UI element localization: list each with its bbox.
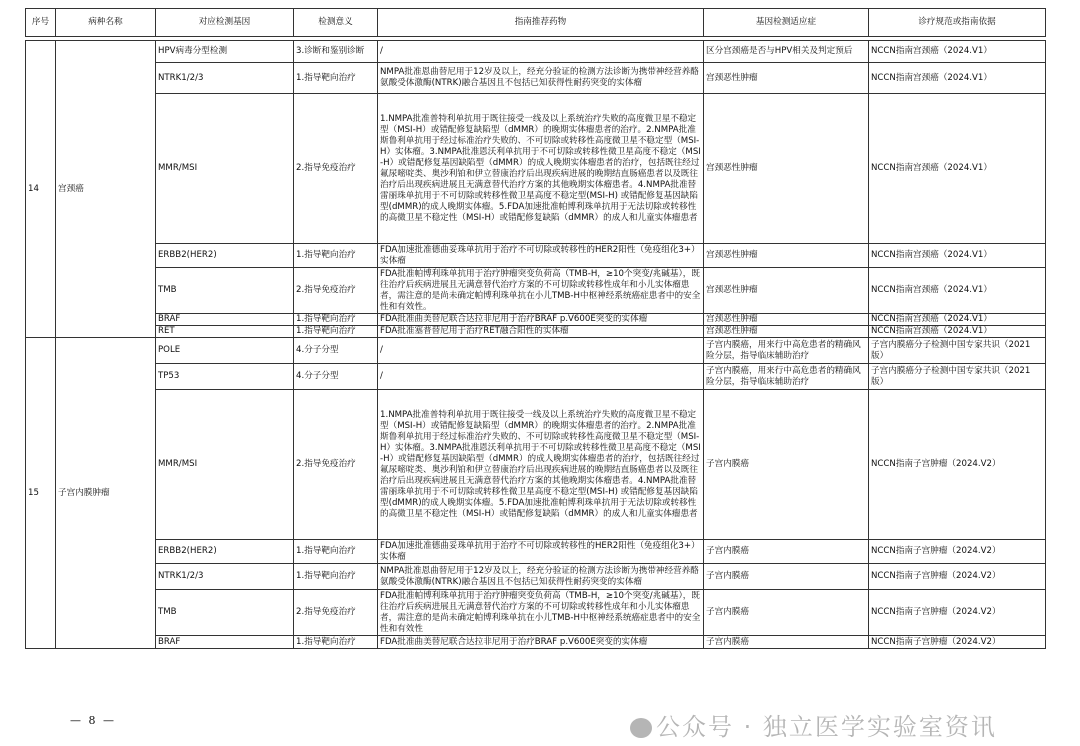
basis-cell: NCCN指南宫颈癌（2024.V1）: [869, 41, 1046, 63]
basis-cell: NCCN指南宫颈癌（2024.V1）: [869, 326, 1046, 338]
table-row: [26, 540, 1046, 564]
basis-cell: NCCN指南宫颈癌（2024.V1）: [869, 244, 1046, 268]
basis-cell: NCCN指南宫颈癌（2024.V1）: [869, 94, 1046, 244]
indication-cell: 宫颈恶性肿瘤: [704, 244, 869, 268]
drug-cell: FDA批准帕博利珠单抗用于治疗肿瘤突变负荷高（TMB-H，≥10个突变/兆碱基），既往治疗后疾病进展且无满意替代治疗方案的不可切除或转移性成年和小儿实体瘤患者，需注意的是尚未确定帕博利珠单抗在小儿TMB-H中枢神经系统癌症患者中的安全性和有效性: [378, 590, 704, 636]
indication-cell: 子宫内膜癌: [704, 590, 869, 636]
table-row: [26, 364, 1046, 390]
indication-cell: 宫颈恶性肿瘤: [704, 326, 869, 338]
drug-cell: FDA加速批准德曲妥珠单抗用于治疗不可切除或转移性的HER2阳性（免疫组化3+）实体瘤: [378, 244, 704, 268]
drug-cell: NMPA批准恩曲替尼用于12岁及以上，经充分验证的检测方法诊断为携带神经营养酪氨酸受体激酶(NTRK)融合基因且不包括已知获得性耐药突变的实体瘤: [378, 564, 704, 590]
gene-testing-table: [25, 8, 1046, 649]
basis-cell: NCCN指南子宫肿瘤（2024.V2）: [869, 590, 1046, 636]
group-number: 14: [26, 41, 56, 338]
gene-cell: BRAF: [156, 636, 294, 649]
column-header: 病种名称: [56, 9, 156, 37]
table-row: [26, 636, 1046, 649]
wechat-icon: [630, 718, 652, 738]
meaning-cell: 1.指导靶向治疗: [294, 540, 378, 564]
indication-cell: 宫颈恶性肿瘤: [704, 314, 869, 326]
meaning-cell: 2.指导免疫治疗: [294, 268, 378, 314]
basis-cell: NCCN指南子宫肿瘤（2024.V2）: [869, 390, 1046, 540]
gene-cell: RET: [156, 326, 294, 338]
basis-cell: NCCN指南宫颈癌（2024.V1）: [869, 268, 1046, 314]
basis-cell: NCCN指南子宫肿瘤（2024.V2）: [869, 636, 1046, 649]
basis-cell: NCCN指南子宫肿瘤（2024.V2）: [869, 540, 1046, 564]
basis-cell: 子宫内膜癌分子检测中国专家共识（2021版）: [869, 364, 1046, 390]
table-row: [26, 314, 1046, 326]
gene-cell: TMB: [156, 590, 294, 636]
table-row: [26, 94, 1046, 244]
table-row: [26, 338, 1046, 364]
meaning-cell: 1.指导靶向治疗: [294, 326, 378, 338]
gene-cell: ERBB2(HER2): [156, 540, 294, 564]
indication-cell: 子宫内膜癌，用来行中高危患者的精确风险分层，指导临床辅助治疗: [704, 338, 869, 364]
indication-cell: 宫颈恶性肿瘤: [704, 268, 869, 314]
gene-cell: MMR/MSI: [156, 94, 294, 244]
drug-cell: FDA加速批准德曲妥珠单抗用于治疗不可切除或转移性的HER2阳性（免疫组化3+）实体瘤: [378, 540, 704, 564]
column-header: 指南推荐药物: [378, 9, 704, 37]
column-header: 检测意义: [294, 9, 378, 37]
column-header: 基因检测适应症: [704, 9, 869, 37]
table-row: [26, 244, 1046, 268]
drug-cell: FDA批准曲美替尼联合达拉非尼用于治疗BRAF p.V600E突变的实体瘤: [378, 636, 704, 649]
indication-cell: 子宫内膜癌: [704, 636, 869, 649]
drug-cell: /: [378, 364, 704, 390]
drug-cell: NMPA批准恩曲替尼用于12岁及以上，经充分验证的检测方法诊断为携带神经营养酪氨酸受体激酶(NTRK)融合基因且不包括已知获得性耐药突变的实体瘤: [378, 63, 704, 94]
group-number: 15: [26, 338, 56, 649]
indication-cell: 宫颈恶性肿瘤: [704, 94, 869, 244]
gene-cell: ERBB2(HER2): [156, 244, 294, 268]
gene-cell: NTRK1/2/3: [156, 63, 294, 94]
table-row: [26, 564, 1046, 590]
drug-cell: FDA批准塞普替尼用于治疗RET融合阳性的实体瘤: [378, 326, 704, 338]
disease-name: 子宫内膜肿瘤: [56, 338, 156, 649]
meaning-cell: 1.指导靶向治疗: [294, 564, 378, 590]
watermark-text: 公众号 · 独立医学实验室资讯: [656, 713, 997, 741]
gene-cell: POLE: [156, 338, 294, 364]
drug-cell: FDA批准曲美替尼联合达拉非尼用于治疗BRAF p.V600E突变的实体瘤: [378, 314, 704, 326]
meaning-cell: 2.指导免疫治疗: [294, 94, 378, 244]
indication-cell: 宫颈恶性肿瘤: [704, 63, 869, 94]
meaning-cell: 3.诊断和鉴别诊断: [294, 41, 378, 63]
header-row: [26, 9, 1046, 37]
basis-cell: 子宫内膜癌分子检测中国专家共识（2021版）: [869, 338, 1046, 364]
indication-cell: 子宫内膜癌，用来行中高危患者的精确风险分层，指导临床辅助治疗: [704, 364, 869, 390]
gene-cell: MMR/MSI: [156, 390, 294, 540]
meaning-cell: 2.指导免疫治疗: [294, 390, 378, 540]
indication-cell: 区分宫颈癌是否与HPV相关及判定预后: [704, 41, 869, 63]
table-row: [26, 63, 1046, 94]
gene-cell: HPV病毒分型检测: [156, 41, 294, 63]
table-row: [26, 41, 1046, 63]
meaning-cell: 1.指导靶向治疗: [294, 244, 378, 268]
disease-name: 宫颈癌: [56, 41, 156, 338]
meaning-cell: 1.指导靶向治疗: [294, 314, 378, 326]
drug-cell: 1.NMPA批准普特利单抗用于既往接受一线及以上系统治疗失败的高度微卫星不稳定型（MSI-H）或错配修复缺陷型（dMMR）的晚期实体瘤患者的治疗。2.NMPA批准斯鲁利单抗用于经过标准治疗失败的、不可切除或转移性高度微卫星不稳定型（MSI-H）实体瘤。3.NMPA批准恩沃利单抗用于不可切除或转移性微卫星高度不稳定（MSI-H）或错配修复基因缺陷型（dMMR）的成人晚期实体瘤患者的治疗，包括既往经过氟尿嘧啶类、奥沙利铂和伊立替康治疗后出现疾病进展的晚期结直肠癌患者以及既往治疗后出现疾病进展且无满意替代治疗方案的其他晚期实体瘤患者。4.NMPA批准替雷丽珠单抗用于不可切除或转移性微卫星高度不稳定型(MSI-H) 或错配修复基因缺陷型(dMMR)的成人晚期实体瘤。5.FDA加速批准帕博利珠单抗用于无法切除或转移性的高微卫星不稳定性（MSI-H）或错配修复缺陷（dMMR）的成人和儿童实体瘤患者: [378, 390, 704, 540]
meaning-cell: 4.分子分型: [294, 364, 378, 390]
meaning-cell: 1.指导靶向治疗: [294, 63, 378, 94]
basis-cell: NCCN指南宫颈癌（2024.V1）: [869, 314, 1046, 326]
meaning-cell: 2.指导免疫治疗: [294, 590, 378, 636]
page-number: — 8 —: [70, 714, 116, 727]
gene-cell: TMB: [156, 268, 294, 314]
drug-cell: 1.NMPA批准普特利单抗用于既往接受一线及以上系统治疗失败的高度微卫星不稳定型（MSI-H）或错配修复缺陷型（dMMR）的晚期实体瘤患者的治疗。2.NMPA批准斯鲁利单抗用于经过标准治疗失败的、不可切除或转移性高度微卫星不稳定型（MSI-H）实体瘤。3.NMPA批准恩沃利单抗用于不可切除或转移性微卫星高度不稳定（MSI-H）或错配修复基因缺陷型（dMMR）的成人晚期实体瘤患者的治疗，包括既往经过氟尿嘧啶类、奥沙利铂和伊立替康治疗后出现疾病进展的晚期结直肠癌患者以及既往治疗后出现疾病进展且无满意替代治疗方案的其他晚期实体瘤患者。4.NMPA批准替雷丽珠单抗用于不可切除或转移性微卫星高度不稳定型(MSI-H) 或错配修复基因缺陷型(dMMR)的成人晚期实体瘤。5.FDA加速批准帕博利珠单抗用于无法切除或转移性的高微卫星不稳定性（MSI-H）或错配修复缺陷（dMMR）的成人和儿童实体瘤患者: [378, 94, 704, 244]
basis-cell: NCCN指南子宫肿瘤（2024.V2）: [869, 564, 1046, 590]
gene-cell: TP53: [156, 364, 294, 390]
meaning-cell: 1.指导靶向治疗: [294, 636, 378, 649]
column-header: 诊疗规范或指南依据: [869, 9, 1046, 37]
column-header: 对应检测基因: [156, 9, 294, 37]
meaning-cell: 4.分子分型: [294, 338, 378, 364]
gene-cell: BRAF: [156, 314, 294, 326]
table-row: [26, 590, 1046, 636]
drug-cell: /: [378, 41, 704, 63]
indication-cell: 子宫内膜癌: [704, 540, 869, 564]
gene-cell: NTRK1/2/3: [156, 564, 294, 590]
indication-cell: 子宫内膜癌: [704, 564, 869, 590]
table-row: [26, 390, 1046, 540]
watermark: [630, 712, 997, 742]
table-row: [26, 268, 1046, 314]
basis-cell: NCCN指南宫颈癌（2024.V1）: [869, 63, 1046, 94]
indication-cell: 子宫内膜癌: [704, 390, 869, 540]
column-header: 序号: [26, 9, 56, 37]
drug-cell: /: [378, 338, 704, 364]
table-row: [26, 326, 1046, 338]
drug-cell: FDA批准帕博利珠单抗用于治疗肿瘤突变负荷高（TMB-H，≥10个突变/兆碱基），既往治疗后疾病进展且无满意替代治疗方案的不可切除或转移性成年和小儿实体瘤患者，需注意的是尚未确定帕博利珠单抗在小儿TMB-H中枢神经系统癌症患者中的安全性和有效性。: [378, 268, 704, 314]
